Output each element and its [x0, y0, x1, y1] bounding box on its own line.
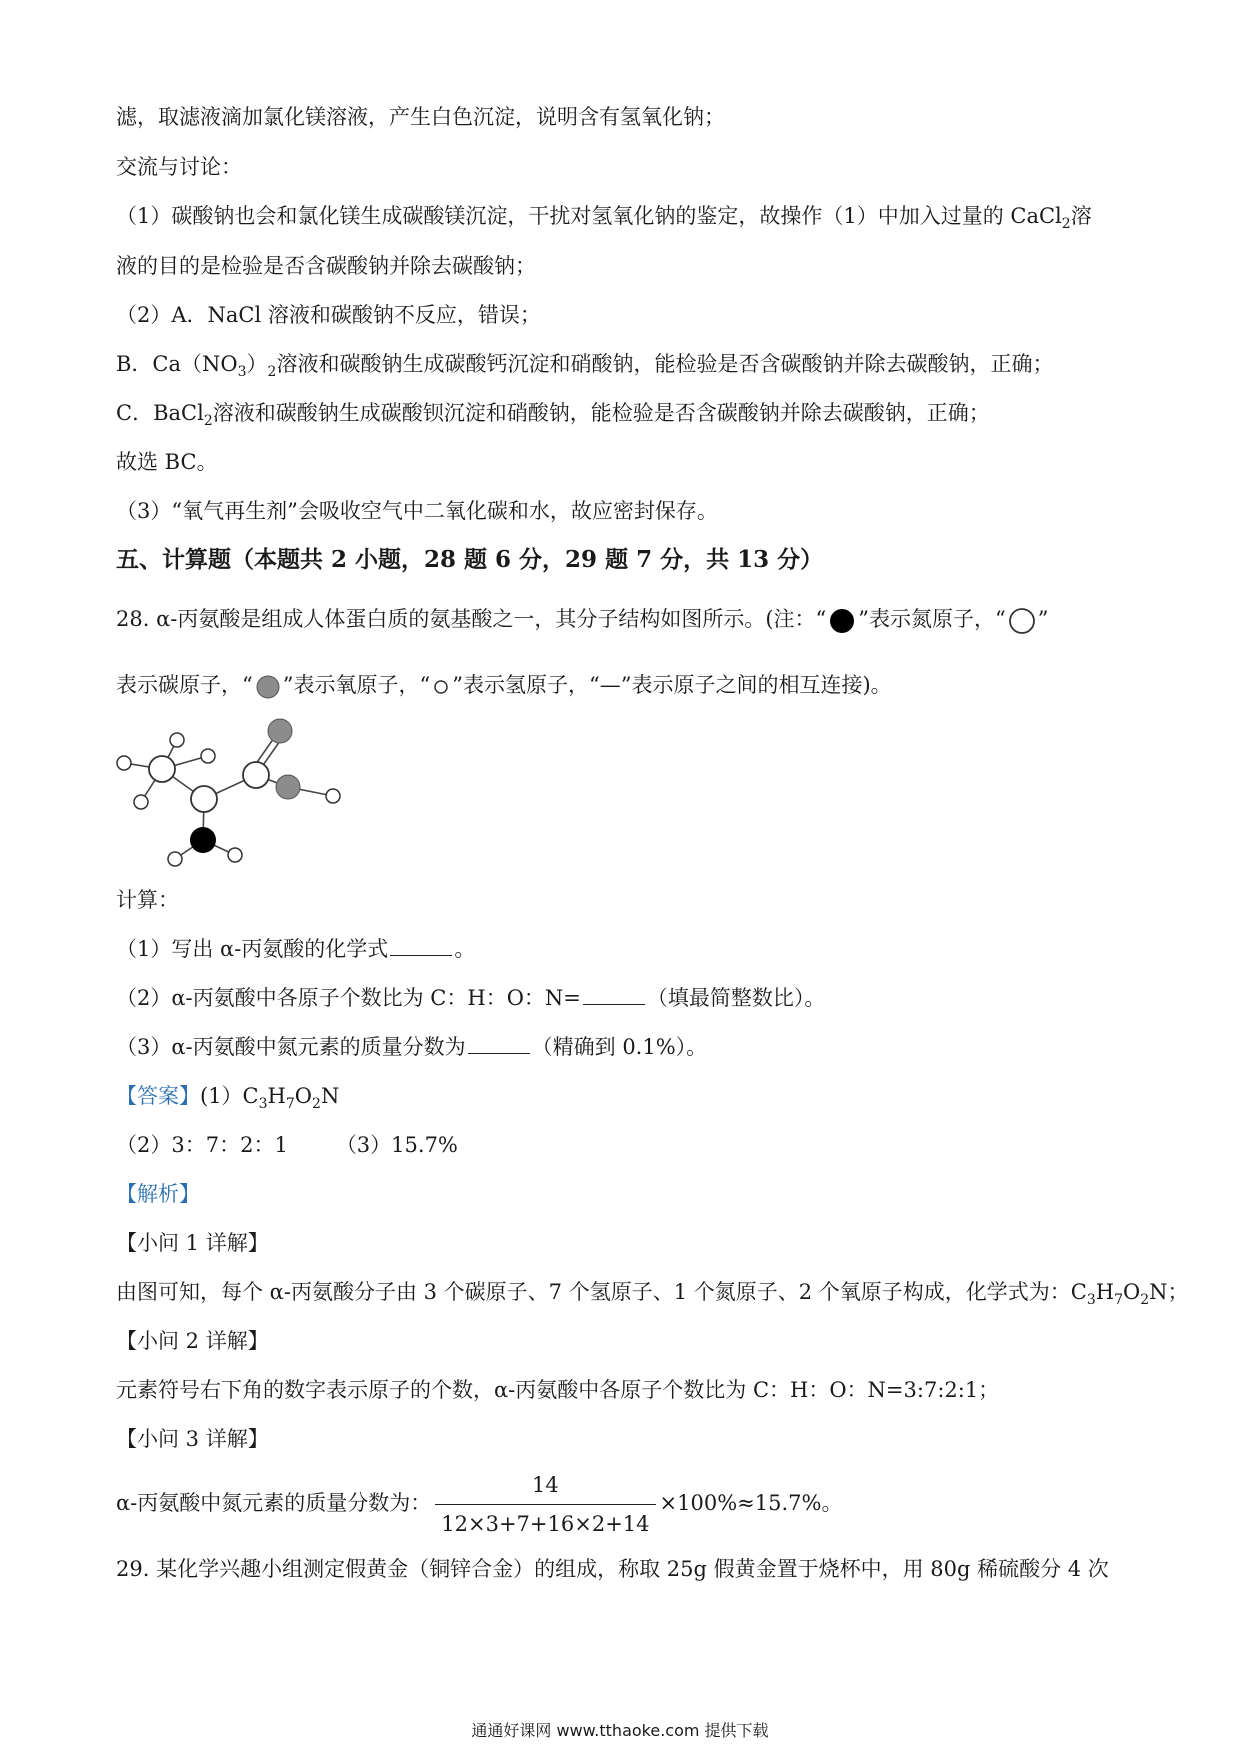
- text-line: 故选 BC。: [116, 450, 218, 474]
- question-28: 28. α-丙氨酸是组成人体蛋白质的氨基酸之一，其分子结构如图所示。(注：“ ”表示氮原子，“ ”: [116, 604, 1049, 635]
- question-29: 29. 某化学兴趣小组测定假黄金（铜锌合金）的组成，称取 25g 假黄金置于烧杯中，用 80g 稀硫酸分 4 次: [116, 1557, 1109, 1581]
- section-heading: 五、计算题（本题共 2 小题，28 题 6 分，29 题 7 分，共 13 分）: [116, 546, 824, 573]
- text-line: （2）A．NaCl 溶液和碳酸钠不反应，错误；: [116, 303, 541, 327]
- sub-question-3: （3）α-丙氨酸中氮元素的质量分数为 （精确到 0.1%）。: [116, 1035, 708, 1059]
- carbon-atom-icon: [1008, 607, 1036, 635]
- hydrogen-atom: [170, 733, 184, 747]
- hydrogen-atom: [201, 749, 215, 763]
- molecule-diagram: [110, 715, 350, 895]
- detail-heading-3: 【小问 3 详解】: [116, 1427, 269, 1451]
- text-line: 交流与讨论：: [116, 155, 242, 179]
- question-28-cont: 表示碳原子，“ ”表示氧原子，“ ”表示氢原子，“—”表示原子之间的相互连接)。: [116, 670, 892, 700]
- carbon-atom: [191, 786, 217, 812]
- sub-question-2: （2）α-丙氨酸中各原子个数比为 C：H：O：N= （填最简整数比）。: [116, 986, 826, 1010]
- answer-blank: [583, 986, 645, 1005]
- carbon-atom: [149, 756, 175, 782]
- sub-question-1: （1）写出 α-丙氨酸的化学式 。: [116, 937, 476, 961]
- detail-text-2: 元素符号右下角的数字表示原子的个数，α-丙氨酸中各原子个数比为 C：H：O：N=3:7:2:1；: [116, 1378, 1000, 1402]
- answer-line-2: （2）3：7：2：1 （3）15.7%: [116, 1133, 458, 1157]
- answer-tag: 【答案】: [116, 1084, 200, 1108]
- hydrogen-atom: [168, 852, 182, 866]
- hydrogen-atom-icon: [432, 678, 450, 696]
- analysis-tag: 【解析】: [116, 1182, 200, 1206]
- text-line: （3）“氧气再生剂”会吸收空气中二氧化碳和水，故应密封保存。: [116, 499, 718, 523]
- text-line: 液的目的是检验是否含碳酸钠并除去碳酸钠；: [116, 254, 536, 278]
- text-line: （1）碳酸钠也会和氯化镁生成碳酸镁沉淀，干扰对氢氧化钠的鉴定，故操作（1）中加入过量的 CaCl$_2$溶: [116, 204, 1092, 233]
- text-line: B．$Ca(NO_3)_2$溶液和碳酸钠生成碳酸钙沉淀和硝酸钠，能检验是否含碳酸钠并除去碳酸钠，正确；: [116, 352, 1054, 381]
- carbon-atom: [243, 762, 269, 788]
- oxygen-atom: [276, 775, 300, 799]
- hydrogen-atom: [134, 795, 148, 809]
- fraction: $\frac{14}{12\times 3+7+16\times 2+14}$: [435, 1468, 655, 1541]
- detail-heading-2: 【小问 2 详解】: [116, 1329, 269, 1353]
- oxygen-atom: [268, 719, 292, 743]
- oxygen-atom-icon: [255, 674, 281, 700]
- hydrogen-atom: [117, 756, 131, 770]
- hydrogen-atom: [326, 789, 340, 803]
- text-line: 滤，取滤液滴加氯化镁溶液，产生白色沉淀，说明含有氢氧化钠；: [116, 105, 725, 129]
- answer-blank: [468, 1035, 530, 1054]
- detail-text-1: 由图可知，每个 α-丙氨酸分子由 3 个碳原子、7 个氢原子、1 个氮原子、2 个氧原子构成，化学式为：$C_3H_7O_2N$；: [116, 1280, 1189, 1309]
- detail-text-3: α-丙氨酸中氮元素的质量分数为： $\frac{14}{12\times 3+7+16\times 2+14}$ ×100%≈15.7%。: [116, 1468, 842, 1541]
- nitrogen-atom-icon: [828, 607, 856, 635]
- detail-heading-1: 【小问 1 详解】: [116, 1231, 269, 1255]
- answer-blank: [390, 937, 452, 956]
- hydrogen-atom: [228, 848, 242, 862]
- text-line: 计算：: [116, 888, 179, 912]
- answer-line: 【答案】$(1)C_3H_7O_2N$: [116, 1084, 340, 1113]
- page-footer: 通通好课网 www.tthaoke.com 提供下载: [471, 1721, 769, 1740]
- text-line: C．BaCl$_2$溶液和碳酸钠生成碳酸钡沉淀和硝酸钠，能检验是否含碳酸钠并除去碳酸钠，正确；: [116, 401, 990, 430]
- nitrogen-atom: [190, 827, 216, 853]
